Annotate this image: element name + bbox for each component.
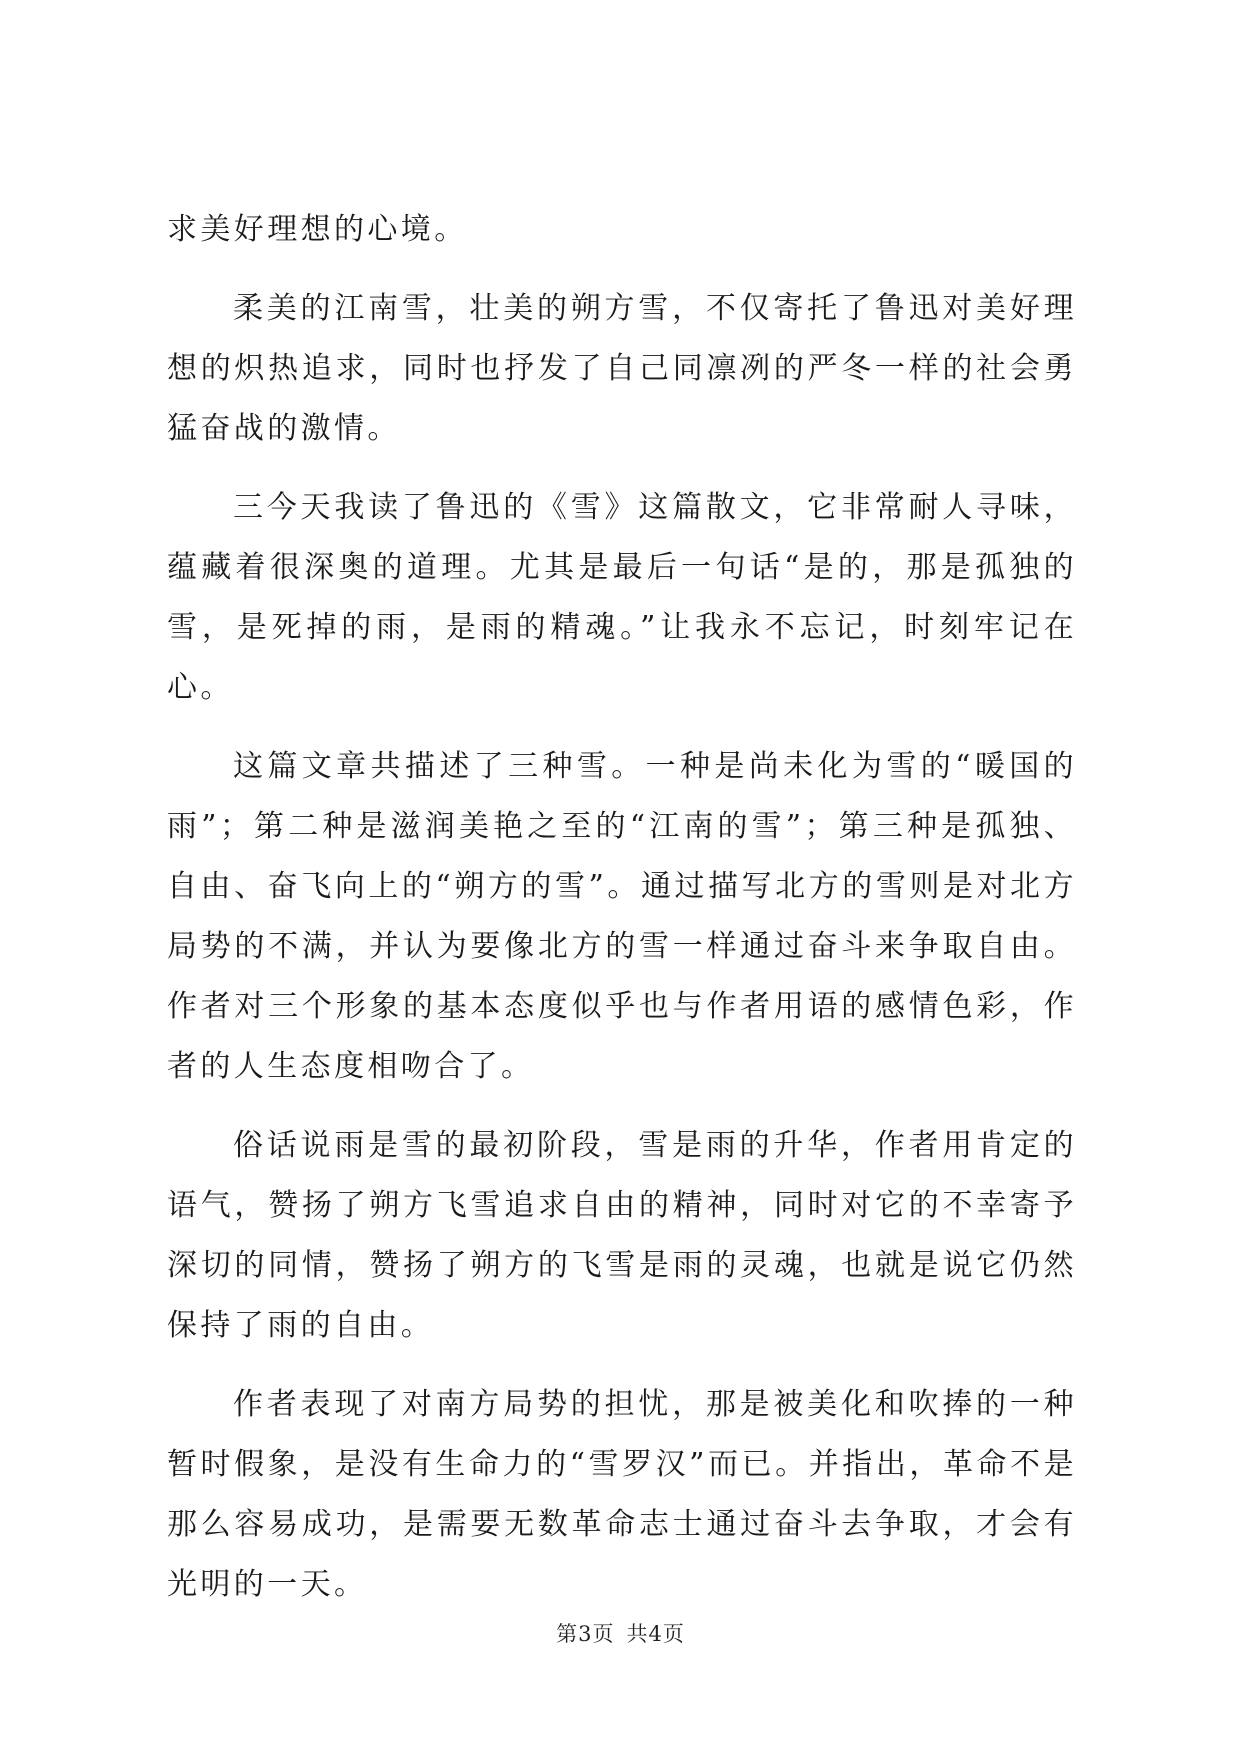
document-body [167, 200, 1077, 1634]
paragraph: 俗话说雨是雪的最初阶段，雪是雨的升华，作者用肯定的语气，赞扬了朔方飞雪追求自由的精神，同时对它的不幸寄予深切的同情，赞扬了朔方的飞雪是雨的灵魂，也就是说它仍然保持了雨的自由。 [167, 1128, 1077, 1343]
page-total: 共4页 [626, 1622, 685, 1646]
paragraph: 三今天我读了鲁迅的《雪》这篇散文，它非常耐人寻味，蕴藏着很深奥的道理。尤其是最后一句话“是的，那是孤独的雪，是死掉的雨，是雨的精魂。”让我永不忘记，时刻牢记在心。 [167, 490, 1077, 705]
page-footer [0, 1618, 1241, 1648]
paragraph: 作者表现了对南方局势的担忧，那是被美化和吹捧的一种暂时假象，是没有生命力的“雪罗汉”而已。并指出，革命不是那么容易成功，是需要无数革命志士通过奋斗去争取，才会有光明的一天。 [167, 1387, 1077, 1602]
paragraph: 柔美的江南雪，壮美的朔方雪，不仅寄托了鲁迅对美好理想的炽热追求，同时也抒发了自己同凛冽的严冬一样的社会勇猛奋战的激情。 [167, 291, 1077, 446]
page-number: 第3页 [556, 1622, 615, 1646]
paragraph-continuation: 求美好理想的心境。 [167, 212, 468, 247]
paragraph: 这篇文章共描述了三种雪。一种是尚未化为雪的“暖国的雨”；第二种是滋润美艳之至的“江南的雪”；第三种是孤独、自由、奋飞向上的“朔方的雪”。通过描写北方的雪则是对北方局势的不满，并认为要像北方的雪一样通过奋斗来争取自由。作者对三个形象的基本态度似乎也与作者用语的感情色彩，作者的人生态度相吻合了。 [167, 749, 1077, 1084]
